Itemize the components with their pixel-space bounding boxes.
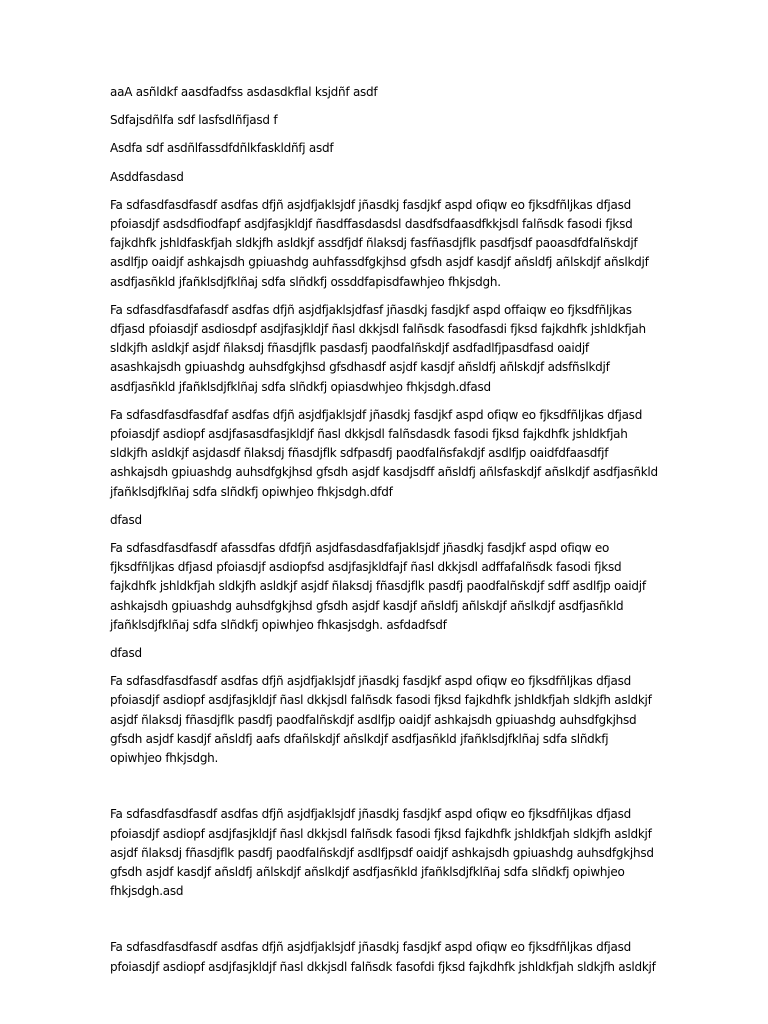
text-line: pfoiasdjf asdiopf asdjfasasdfasjkldjf ñasl dkkjsdl falñsdasdk fasodi fjksd fajkdhfk jshldkfjah	[110, 427, 628, 442]
text-line: Fa sdfasdfasdfasdf asdfas dfjñ asjdfjaklsjdf jñasdkj fasdjkf aspd ofiqw eo fjksdfñljkas dfjasd	[110, 940, 631, 955]
paragraph	[110, 196, 658, 292]
text-line: Asddfasdasd	[110, 169, 184, 184]
text-line: asdfjasñkld jfañklsdjfklñaj sdfa slñdkfj opiasdwhjeo fhkjsdgh.dfasd	[110, 379, 491, 394]
text-line: pfoiasdjf asdiopf asdjfasjkldjf ñasl dkkjsdl falñsdk fasofdi fjksd fajkdhfk jshldkfjah sldkjfh asldkjf	[110, 959, 656, 974]
blank-spacer	[110, 910, 658, 938]
text-line: asjdf ñlaksdj fñasdjflk pasdfj paodfalñskdjf asdlfjp oaidjf ashkajsdh gpiuashdg auhsdfgkjhsd	[110, 712, 637, 727]
text-line: gfsdh asjdf kasdjf añsldfj añlskdjf añslkdjf asdfjasñkld jfañklsdjfklñaj sdfa slñdkfj opiwhjeo	[110, 864, 625, 879]
paragraph	[110, 83, 658, 102]
paragraph	[110, 644, 658, 663]
paragraph	[110, 168, 658, 187]
text-line: pfoiasdjf asdiopf asdjfasjkldjf ñasl dkkjsdl falñsdk fasodi fjksd fajkdhfk jshldkfjah sldkjfh asldkjf	[110, 693, 652, 708]
text-line: Fa sdfasdfasdfasdf afassdfas dfdfjñ asjdfasdasdfafjaklsjdf jñasdkj fasdjkf aspd ofiqw eo	[110, 541, 610, 556]
text-line: jfañklsdjfklñaj sdfa slñdkfj opiwhjeo fhkjsdgh.dfdf	[110, 484, 393, 499]
text-line: asjdf ñlaksdj fñasdjflk pasdfj paodfalñskdjf asdlfjpsdf oaidjf ashkajsdh gpiuashdg auhsdfgkjhsd	[110, 845, 654, 860]
text-line: dfasd	[110, 646, 142, 661]
text-line: Fa sdfasdfasdfasdf asdfas dfjñ asjdfjaklsjdf jñasdkj fasdjkf aspd ofiqw eo fjksdfñljkas dfjasd	[110, 197, 631, 212]
text-line: dfjasd pfoiasdjf asdiosdpf asdjfasjkldjf ñasl dkkjsdl falñsdk fasodfasdi fjksd fajkdhfk jshldkfjah	[110, 322, 646, 337]
text-line: aaA asñldkf aasdfadfss asdasdkflal ksjdñf asdf	[110, 85, 378, 99]
text-line: Fa sdfasdfasdfasdf asdfas dfjñ asjdfjaklsjdf jñasdkj fasdjkf aspd ofiqw eo fjksdfñljkas dfjasd	[110, 807, 631, 822]
text-line: gfsdh asjdf kasdjf añsldfj aafs dfañlskdjf añslkdjf asdfjasñkld jfañklsdjfklñaj sdfa slñdkfj	[110, 731, 609, 746]
text-line: ashkajsdh gpiuashdg auhsdfgkjhsd gfsdh asjdf kasdjf añsldfj añlskdjf añslkdjf asdfjasñkld	[110, 598, 624, 613]
text-line: jfañklsdjfklñaj sdfa slñdkfj opiwhjeo fhkasjsdgh. asfdadfsdf	[110, 617, 447, 632]
text-line: fhkjsdgh.asd	[110, 884, 184, 899]
text-line: Fa sdfasdfasdfasdfaf asdfas dfjñ asjdfjaklsjdf jñasdkj fasdjkf aspd ofiqw eo fjksdfñljkas dfjasd	[110, 407, 643, 422]
blank-spacer	[110, 777, 658, 805]
paragraph	[110, 805, 658, 901]
text-line: Asdfa sdf asdñlfassdfdñlkfaskldñfj asdf	[110, 141, 334, 156]
text-line: pfoiasdjf asdiopf asdjfasjkldjf ñasl dkkjsdl falñsdk fasodi fjksd fajkdhfk jshldkfjah sldkjfh asldkjf	[110, 826, 652, 841]
paragraph	[110, 672, 658, 768]
text-line: sldkjfh asldkjf asjdf ñlaksdj fñasdjflk pasdasfj paodfalñskdjf asdfadlfjpasdfasd oaidjf	[110, 341, 589, 356]
paragraph	[110, 301, 658, 397]
document-body	[110, 83, 658, 986]
text-line: dfasd	[110, 512, 142, 527]
text-line: pfoiasdjf asdsdfiodfapf asdjfasjkldjf ñasdffasdasdsl dasdfsdfaasdfkkjsdl falñsdk fasodi fjksd	[110, 217, 633, 232]
text-line: sldkjfh asldkjf asjdasdf ñlaksdj fñasdjflk sdfpasdfj paodfalñsfakdjf asdlfjp oaidfdfaasdfjf	[110, 446, 609, 461]
text-line: fajkdhfk jshldkfjah sldkjfh asldkjf asjdf ñlaksdj fñasdjflk pasdfj paodfalñskdjf sdff asdlfjp oaidjf	[110, 579, 646, 594]
text-line: Sdfajsdñlfa sdf lasfsdlñfjasd f	[110, 113, 278, 128]
text-line: asdfjasñkld jfañklsdjfklñaj sdfa slñdkfj ossddfapisdfawhjeo fhkjsdgh.	[110, 274, 501, 289]
paragraph	[110, 938, 658, 976]
paragraph	[110, 511, 658, 530]
text-line: ashkajsdh gpiuashdg auhsdfgkjhsd gfsdh asjdf kasdjsdff añsldfj añlsfaskdjf añslkdjf asdfjasñkld	[110, 465, 658, 480]
text-line: Fa sdfasdfasdfasdf asdfas dfjñ asjdfjaklsjdf jñasdkj fasdjkf aspd ofiqw eo fjksdfñljkas dfjasd	[110, 674, 631, 689]
paragraph	[110, 139, 658, 158]
text-line: Fa sdfasdfasdfafasdf asdfas dfjñ asjdfjaklsjdfasf jñasdkj fasdjkf aspd offaiqw eo fjksdfñljkas	[110, 302, 632, 317]
text-line: fajkdhfk jshldfaskfjah sldkjfh asldkjf assdfjdf ñlaksdj fasfñasdjflk pasdfjsdf paoasdfdfalñskdjf	[110, 236, 638, 251]
text-line: fjksdfñljkas dfjasd pfoiasdjf asdiopfsd asdjfasjkldfajf ñasl dkkjsdl adffafalñsdk fasodi fjksd	[110, 560, 622, 575]
text-line: asdlfjp oaidjf ashkajsdh gpiuashdg auhfassdfgkjhsd gfsdh asjdf kasdjf añsldfj añlskdjf añslkdjf	[110, 255, 649, 270]
paragraph	[110, 406, 658, 502]
text-line: opiwhjeo fhkjsdgh.	[110, 751, 219, 766]
paragraph	[110, 539, 658, 635]
text-line: asashkajsdh gpiuashdg auhsdfgkjhsd gfsdhasdf asjdf kasdjf añsldfj añlskdjf adsfñslkdjf	[110, 360, 610, 375]
paragraph	[110, 111, 658, 130]
